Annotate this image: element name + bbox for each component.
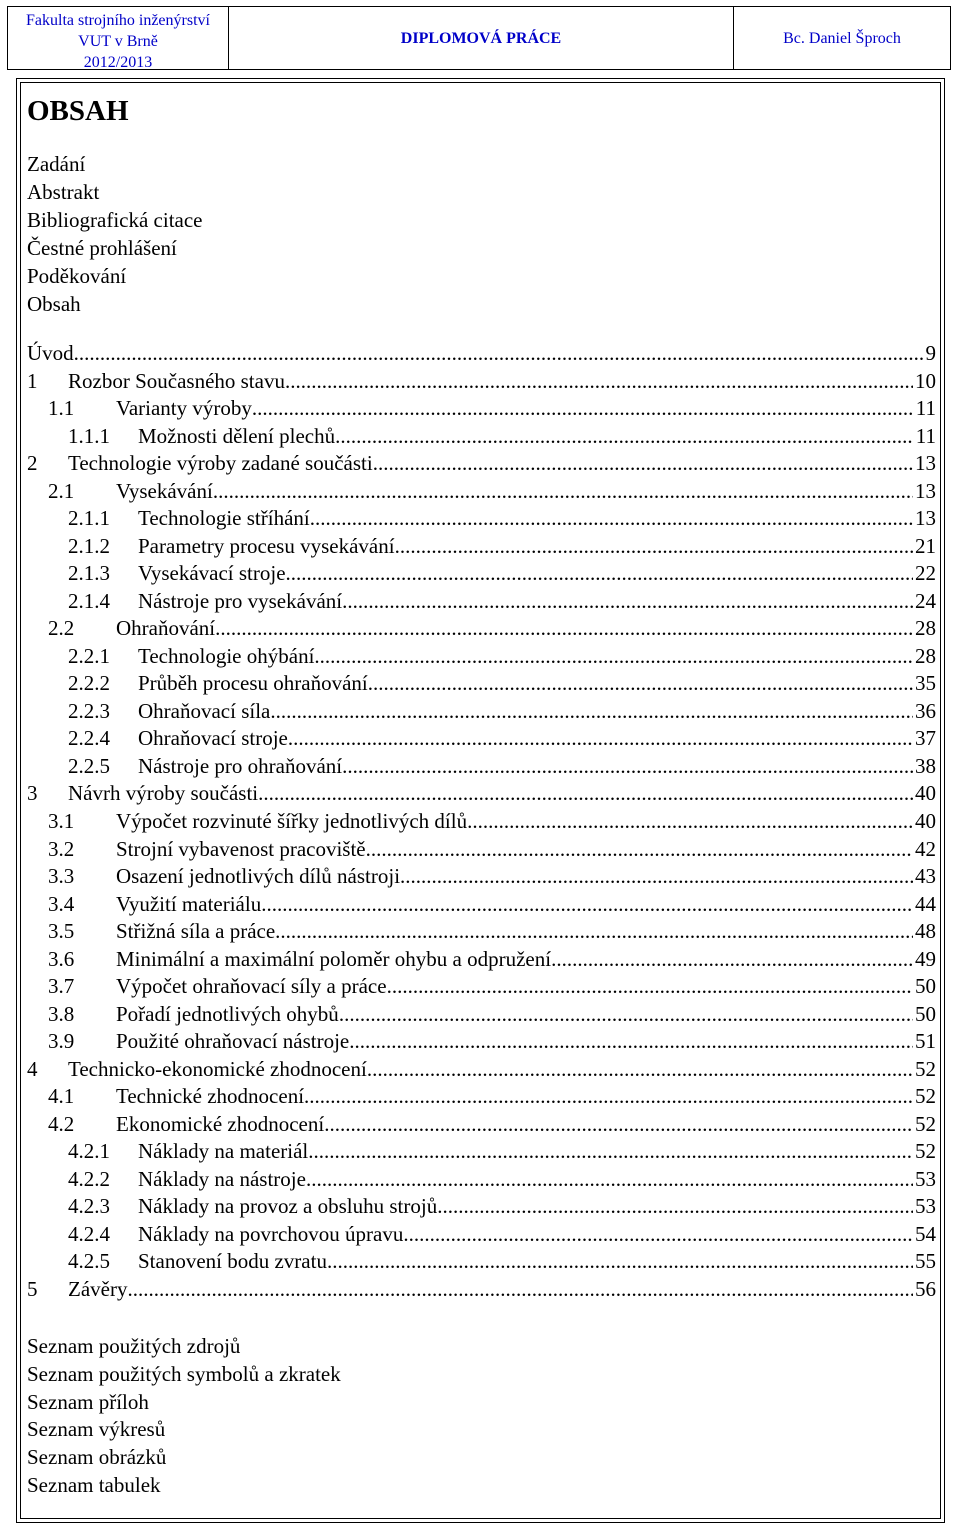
toc-entry-number: 2.2.4 <box>68 726 110 750</box>
toc-entry-page: 52 <box>915 1057 936 1081</box>
toc-entry-number: 3.4 <box>48 892 75 916</box>
toc-entry[interactable] <box>0 1028 936 1054</box>
toc-entry[interactable] <box>0 891 936 917</box>
toc-entry-number: 4.2.2 <box>68 1167 110 1191</box>
toc-entry-page: 36 <box>915 699 936 723</box>
toc-entry[interactable] <box>0 368 936 394</box>
toc-entry-number: 2.1.1 <box>68 506 110 530</box>
toc-dot-leader <box>314 643 913 669</box>
toc-entry-page: 13 <box>915 451 936 475</box>
header-author: Bc. Daniel Šproch <box>783 30 901 47</box>
toc-dot-leader <box>400 863 913 889</box>
toc-entry-page: 35 <box>915 671 936 695</box>
toc-entry-page: 21 <box>915 534 936 558</box>
toc-entry[interactable] <box>0 780 936 806</box>
toc-entry-number: 3.5 <box>48 919 75 943</box>
toc-entry[interactable] <box>0 478 936 504</box>
front-matter-item[interactable]: Abstrakt <box>27 180 100 204</box>
toc-entry-title: Pořadí jednotlivých ohybů <box>116 1002 339 1026</box>
toc-dot-leader <box>395 533 913 559</box>
toc-dot-leader <box>467 808 913 834</box>
toc-entry[interactable] <box>0 753 936 779</box>
toc-entry-number: 1 <box>27 369 38 393</box>
toc-entry-title: Použité ohraňovací nástroje <box>116 1029 350 1053</box>
toc-entry-number: 3.2 <box>48 837 75 861</box>
toc-entry[interactable] <box>0 643 936 669</box>
toc-entry-number: 3.8 <box>48 1002 75 1026</box>
toc-dot-leader <box>285 368 913 394</box>
toc-entry-title: Technologie stříhání <box>138 506 310 530</box>
header-faculty <box>8 10 228 73</box>
toc-entry-page: 44 <box>915 892 936 916</box>
toc-entry-number: 3.9 <box>48 1029 75 1053</box>
toc-entry-page: 13 <box>915 479 936 503</box>
toc-entry[interactable] <box>0 973 936 999</box>
header-university: VUT v Brně <box>78 33 158 50</box>
toc-entry-page: 40 <box>915 781 936 805</box>
toc-entry[interactable] <box>0 1248 936 1274</box>
toc-entry-number: 3.6 <box>48 947 75 971</box>
toc-entry-title: Ohraňování <box>116 616 216 640</box>
toc-entry-title: Vysekávací stroje <box>138 561 286 585</box>
toc-dot-leader <box>349 1028 913 1054</box>
toc-entry-number: 2.2.1 <box>68 644 110 668</box>
toc-entry-page: 13 <box>915 506 936 530</box>
toc-entry-number: 4.1 <box>48 1084 75 1108</box>
toc-entry-title: Ohraňovací síla <box>138 699 271 723</box>
toc-entry-number: 3.7 <box>48 974 75 998</box>
toc-entry-title: Ekonomické zhodnocení <box>116 1112 325 1136</box>
header-year: 2012/2013 <box>83 54 153 71</box>
front-matter-item[interactable]: Obsah <box>27 292 81 316</box>
front-matter-item[interactable]: Bibliografická citace <box>27 208 203 232</box>
toc-entry[interactable] <box>0 560 936 586</box>
toc-dot-leader <box>213 478 913 504</box>
toc-entry-title: Technické zhodnocení <box>116 1084 305 1108</box>
back-matter-item[interactable]: Seznam tabulek <box>27 1473 161 1497</box>
toc-entry-page: 11 <box>915 424 936 448</box>
toc-entry-number: 1.1 <box>48 396 75 420</box>
toc-entry-number: 2.2 <box>48 616 75 640</box>
toc-entry-number: 3.1 <box>48 809 75 833</box>
page-header <box>0 0 960 74</box>
toc-entry[interactable] <box>0 588 936 614</box>
front-matter-item[interactable]: Čestné prohlášení <box>27 236 177 260</box>
toc-dot-leader <box>306 1166 913 1192</box>
toc-entry-title: Rozbor Současného stavu <box>68 369 285 393</box>
toc-dot-leader <box>275 918 913 944</box>
header-faculty-name: Fakulta strojního inženýrství <box>26 12 210 29</box>
front-matter-item[interactable]: Zadání <box>27 152 86 176</box>
toc-entry[interactable] <box>0 1056 936 1082</box>
toc-entry-page: 51 <box>915 1029 936 1053</box>
toc-dot-leader <box>258 780 913 806</box>
toc-entry[interactable] <box>0 395 936 421</box>
toc-dot-leader <box>387 973 913 999</box>
toc-entry[interactable] <box>0 1138 936 1164</box>
toc-entry-page: 10 <box>915 369 936 393</box>
toc-entry-page: 37 <box>915 726 936 750</box>
toc-dot-leader <box>437 1193 913 1219</box>
toc-entry[interactable] <box>0 1166 936 1192</box>
toc-entry-number: 3.3 <box>48 864 75 888</box>
toc-entry[interactable] <box>0 505 936 531</box>
toc-entry-title: Osazení jednotlivých dílů nástroji <box>116 864 401 888</box>
toc-entry-number: 4.2.1 <box>68 1139 110 1163</box>
toc-dot-leader <box>324 1111 913 1137</box>
toc-entry-page: 9 <box>925 341 936 365</box>
toc-entry-page: 43 <box>915 864 936 888</box>
toc-entry-title: Technologie ohýbání <box>138 644 315 668</box>
toc-entry-title: Nástroje pro ohraňování <box>138 754 343 778</box>
toc-entry-page: 49 <box>915 947 936 971</box>
toc-entry[interactable] <box>0 1111 936 1137</box>
toc-entry-number: 2 <box>27 451 38 475</box>
toc-dot-leader <box>215 615 913 641</box>
toc-entry-title: Průběh procesu ohraňování <box>138 671 368 695</box>
toc-dot-leader <box>368 670 913 696</box>
toc-dot-leader <box>367 1056 913 1082</box>
toc-entry-page: 50 <box>915 974 936 998</box>
toc-entry-number: 5 <box>27 1277 38 1301</box>
toc-entry-number: 2.2.5 <box>68 754 110 778</box>
toc-entry[interactable] <box>0 1276 936 1302</box>
toc-dot-leader <box>304 1083 913 1109</box>
toc-entry-number: 4.2 <box>48 1112 75 1136</box>
toc-entry-title: Využití materiálu <box>116 892 262 916</box>
toc-entry-page: 42 <box>915 837 936 861</box>
toc-entry-title: Výpočet rozvinuté šířky jednotlivých dílů <box>116 809 468 833</box>
toc-entry-title: Výpočet ohraňovací síly a práce <box>116 974 387 998</box>
toc-entry[interactable] <box>0 1083 936 1109</box>
toc-entry-title: Technologie výroby zadané součásti <box>68 451 373 475</box>
toc-dot-leader <box>261 891 913 917</box>
toc-dot-leader <box>373 450 913 476</box>
toc-entry-page: 11 <box>915 396 936 420</box>
toc-entry-title: Strojní vybavenost pracoviště <box>116 837 366 861</box>
toc-dot-leader <box>335 423 914 449</box>
toc-entry-page: 53 <box>915 1167 936 1191</box>
toc-entry-number: 2.2.3 <box>68 699 110 723</box>
toc-entry-number: 4.2.5 <box>68 1249 110 1273</box>
toc-entry[interactable] <box>0 450 936 476</box>
toc-entry-page: 38 <box>915 754 936 778</box>
toc-entry-title: Závěry <box>68 1277 128 1301</box>
toc-dot-leader <box>310 505 913 531</box>
toc-entry-title: Střižná síla a práce <box>116 919 276 943</box>
toc-entry-title: Nástroje pro vysekávání <box>138 589 343 613</box>
toc-entry-page: 28 <box>915 616 936 640</box>
toc-entry[interactable] <box>0 340 936 366</box>
toc-entry-page: 52 <box>915 1084 936 1108</box>
toc-entry-title: Náklady na povrchovou úpravu <box>138 1222 404 1246</box>
back-matter-item[interactable]: Seznam příloh <box>27 1389 149 1414</box>
toc-entry[interactable] <box>0 533 936 559</box>
back-matter-item[interactable]: Seznam obrázků <box>27 1445 167 1470</box>
toc-entry[interactable] <box>0 946 936 972</box>
toc-dot-leader <box>403 1221 913 1247</box>
toc-entry-page: 52 <box>915 1139 936 1163</box>
toc-entry-page: 28 <box>915 644 936 668</box>
toc-dot-leader <box>366 836 913 862</box>
toc-entry-title: Vysekávání <box>116 479 213 503</box>
back-matter-item[interactable]: Seznam použitých symbolů a zkratek <box>27 1361 341 1386</box>
back-matter-item[interactable]: Seznam použitých zdrojů <box>27 1334 241 1358</box>
front-matter-item[interactable]: Poděkování <box>27 264 127 288</box>
back-matter-item[interactable]: Seznam výkresů <box>27 1417 166 1442</box>
toc-entry-page: 52 <box>915 1112 936 1136</box>
toc-entry-title: Parametry procesu vysekávání <box>138 534 395 558</box>
toc-entry-page: 40 <box>915 809 936 833</box>
toc-entry-number: 4.2.4 <box>68 1222 110 1246</box>
toc-entry-number: 1.1.1 <box>68 424 110 448</box>
toc-entry-number: 2.1 <box>48 479 75 503</box>
toc-entry-title: Možnosti dělení plechů <box>138 424 336 448</box>
toc-entry-page: 56 <box>915 1277 936 1301</box>
toc-entry-number: 2.1.3 <box>68 561 110 585</box>
toc-entry-number: 2.1.4 <box>68 589 110 613</box>
toc-entry-title: Náklady na materiál <box>138 1139 309 1163</box>
toc-entry[interactable] <box>0 698 936 724</box>
toc-entry-page: 22 <box>915 561 936 585</box>
toc-entry[interactable] <box>0 918 936 944</box>
toc-entry-page: 53 <box>915 1194 936 1218</box>
toc-entry[interactable] <box>0 836 936 862</box>
toc-entry[interactable] <box>0 670 936 696</box>
toc-entry[interactable] <box>0 863 936 889</box>
toc-entry[interactable] <box>0 423 936 449</box>
toc-entry-title: Úvod <box>27 341 74 365</box>
toc-entry-number: 4 <box>27 1057 38 1081</box>
toc-dot-leader <box>252 395 914 421</box>
toc-entry[interactable] <box>0 808 936 834</box>
toc-entry[interactable] <box>0 725 936 751</box>
toc-entry-title: Minimální a maximální poloměr ohybu a odpružení <box>116 947 552 971</box>
toc-entry-title: Varianty výroby <box>116 396 252 420</box>
toc-entry-number: 2.2.2 <box>68 671 110 695</box>
page-title: OBSAH <box>27 95 129 127</box>
toc-entry-page: 55 <box>915 1249 936 1273</box>
toc-entry-number: 2.1.2 <box>68 534 110 558</box>
toc-dot-leader <box>127 1276 913 1302</box>
toc-dot-leader <box>342 753 913 779</box>
toc-dot-leader <box>551 946 913 972</box>
toc-entry[interactable] <box>0 1001 936 1027</box>
toc-dot-leader <box>308 1138 913 1164</box>
toc-dot-leader <box>342 588 913 614</box>
toc-entry-page: 48 <box>915 919 936 943</box>
toc-entry-page: 24 <box>915 589 936 613</box>
toc-entry-number: 3 <box>27 781 38 805</box>
toc-entry[interactable] <box>0 1221 936 1247</box>
toc-dot-leader <box>327 1248 913 1274</box>
toc-entry[interactable] <box>0 615 936 641</box>
toc-entry-title: Náklady na nástroje <box>138 1167 306 1191</box>
toc-entry-number: 4.2.3 <box>68 1194 110 1218</box>
header-thesis-type: DIPLOMOVÁ PRÁCE <box>400 30 562 47</box>
toc-entry-page: 50 <box>915 1002 936 1026</box>
toc-entry-title: Stanovení bodu zvratu <box>138 1249 327 1273</box>
toc-entry-title: Technicko-ekonomické zhodnocení <box>68 1057 367 1081</box>
toc-dot-leader <box>286 560 913 586</box>
toc-entry-title: Návrh výroby součásti <box>68 781 259 805</box>
toc-dot-leader <box>74 340 924 366</box>
toc-dot-leader <box>339 1001 913 1027</box>
toc-entry[interactable] <box>0 1193 936 1219</box>
toc-dot-leader <box>288 725 913 751</box>
toc-dot-leader <box>270 698 913 724</box>
toc-entry-title: Náklady na provoz a obsluhu strojů <box>138 1194 438 1218</box>
toc-entry-page: 54 <box>915 1222 936 1246</box>
toc-entry-title: Ohraňovací stroje <box>138 726 288 750</box>
